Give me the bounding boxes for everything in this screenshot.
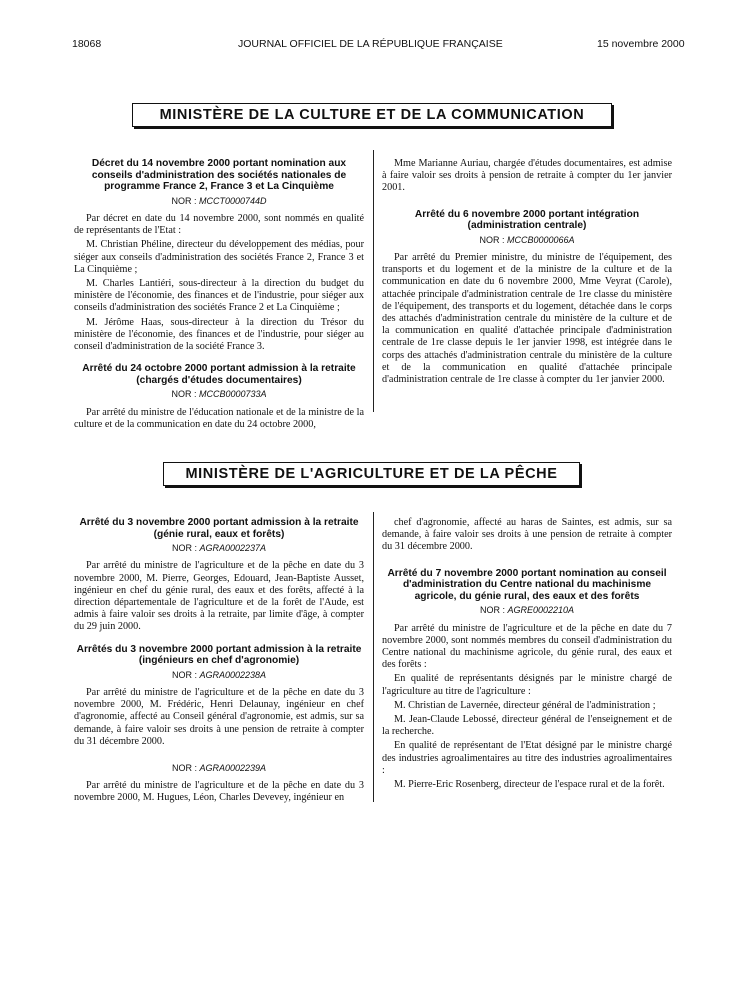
nor-reference — [74, 542, 364, 554]
section-culture-left-column — [74, 158, 364, 433]
nor-label: NOR : — [479, 234, 505, 245]
nor-label: NOR : — [171, 543, 197, 554]
nor-reference — [74, 388, 364, 400]
article-paragraph: Mme Marianne Auriau, chargée d'études documentaires, est admise à faire valoir ses droits à pension de retraite à compter du 1er janvier 2001. — [382, 158, 672, 194]
article-paragraph: chef d'agronomie, affecté au haras de Saintes, est admis, sur sa demande, à faire valoir ses droits à une pension de retraite à compter du 31 décembre 2000. — [382, 517, 672, 553]
article — [74, 363, 364, 431]
ministry-banner-culture: MINISTÈRE DE LA CULTURE ET DE LA COMMUNICATION — [132, 103, 612, 127]
article-title: Arrêté du 3 novembre 2000 portant admission à la retraite (génie rural, eaux et forêts) — [79, 517, 359, 540]
nor-code: AGRA0002237A — [199, 543, 267, 554]
article — [74, 762, 364, 805]
article-paragraph: M. Jérôme Haas, sous-directeur à la direction du Trésor du ministère de l'économie, des finances et de l'industrie, pour siéger au conseil d'administration de la société France 3. — [74, 316, 364, 353]
article-title: Décret du 14 novembre 2000 portant nomination aux conseils d'administration des sociétés nationales de programme France 2, France 3 et La Cinquième — [91, 158, 347, 193]
article-paragraph: Par décret en date du 14 novembre 2000, sont nommés en qualité de représentants de l'Etat : — [74, 212, 364, 237]
article-title: Arrêté du 7 novembre 2000 portant nomination au conseil d'administration du Centre national du machinisme agricole, du génie rural, des eaux et des forêts — [387, 567, 667, 602]
article-title: Arrêtés du 3 novembre 2000 portant admission à la retraite (ingénieurs en chef d'agronomie) — [76, 643, 362, 667]
nor-reference — [74, 195, 364, 207]
nor-label: NOR : — [171, 669, 197, 680]
nor-label: NOR : — [479, 605, 505, 616]
nor-reference — [382, 234, 672, 246]
nor-reference — [382, 604, 672, 616]
article-paragraph: Par arrêté du ministre de l'agriculture et de la pêche en date du 3 novembre 2000, M. Hugues, Léon, Charles Devevey, ingénieur en — [74, 780, 364, 804]
journal-title: JOURNAL OFFICIEL DE LA RÉPUBLIQUE FRANÇAISE — [238, 38, 503, 50]
article — [382, 209, 672, 387]
nor-label: NOR : — [171, 389, 197, 400]
nor-label: NOR : — [171, 195, 197, 206]
column-divider — [373, 150, 374, 412]
article-paragraph: Par arrêté du ministre de l'agriculture et de la pêche en date du 7 novembre 2000, sont nommés membres du conseil d'administration du Centre national du machinisme agricole, du génie rural, des eaux et des forêts : — [382, 622, 672, 671]
article — [382, 158, 672, 195]
issue-date: 15 novembre 2000 — [597, 38, 685, 50]
nor-code: MCCB0000066A — [506, 234, 575, 245]
article-paragraph: M. Christian Phéline, directeur du développement des médias, pour siéger aux conseils d'administration des sociétés France 2, France 3 et La Cinquième ; — [74, 239, 364, 275]
nor-code: AGRA0002239A — [199, 763, 267, 774]
article-paragraph: Par arrêté du Premier ministre, du ministre de l'équipement, des transports et du logement et de la ministre de la culture et de la communication en date du 6 novembre 2000, Mme Veyrat (Carole), attachée principale d'administration centrale de 1re classe du ministère de l'équipement, des transports et du logement, détachée dans le corps des attachés d'administration centrale du ministère de la culture et de la communication en qualité d'attachée principale d'administration centrale de 1re classe depuis le 1er janvier 1998, est intégrée dans le corps des attachés d'administration centrale du ministère de la culture et de la communication en qualité d'attachée principale d'administration centrale de 1re classe à compter du 1er janvier 2000. — [382, 252, 672, 386]
section-culture-right-column — [382, 158, 672, 388]
section-agriculture-right-column — [382, 517, 672, 793]
nor-reference — [74, 669, 364, 681]
article-paragraph: Par arrêté du ministre de l'éducation nationale et de la ministre de la culture et de la communication en date du 24 octobre 2000, — [74, 406, 364, 430]
nor-code: AGRA0002238A — [199, 669, 267, 680]
article-paragraph: M. Christian de Lavernée, directeur général de l'administration ; — [394, 699, 656, 711]
article-title: Arrêté du 24 octobre 2000 portant admission à la retraite (chargés d'études documentaires) — [82, 363, 356, 386]
article-paragraph: M. Pierre-Eric Rosenberg, directeur de l'espace rural et de la forêt. — [394, 779, 665, 791]
article-paragraph: M. Jean-Claude Lebossé, directeur général de l'enseignement et de la recherche. — [382, 714, 672, 738]
article-title: Arrêté du 6 novembre 2000 portant intégration (administration centrale) — [414, 208, 640, 232]
article-paragraph: Par arrêté du ministre de l'agriculture et de la pêche en date du 3 novembre 2000, M. Pierre, Georges, Edouard, Jean-Baptiste Ausset, ingénieur en chef du génie rural, des eaux et des forêts, affecté à la direction départementale de l'agriculture et de la forêt de l'Aude, est admis à faire valoir ses droits à la retraite, par limite d'âge, à compter du 29 juin 2000. — [74, 560, 364, 633]
article — [74, 158, 364, 353]
article-paragraph: En qualité de représentant de l'Etat désigné par le ministre chargé des industries agroalimentaires au titre des industries agroalimentaires : — [382, 740, 672, 776]
nor-code: MCCB0000733A — [198, 389, 267, 400]
article-paragraph: M. Charles Lantiéri, sous-directeur à la direction du budget du ministère de l'économie, des finances et de l'industrie, pour siéger aux conseils d'administration des sociétés France 2 et La Cinquième ; — [74, 278, 364, 314]
article-paragraph: En qualité de représentants désignés par le ministre chargé de l'agriculture au titre de l'agriculture : — [382, 673, 672, 697]
ministry-banner-agriculture: MINISTÈRE DE L'AGRICULTURE ET DE LA PÊCHE — [163, 462, 580, 486]
section-agriculture-left-column — [74, 517, 364, 807]
article-paragraph: Par arrêté du ministre de l'agriculture et de la pêche en date du 3 novembre 2000, M. Frédéric, Henri Delaunay, ingénieur en chef d'agronomie, affecté au Conseil général d'agronomie, est admis, sur sa demande, à faire valoir ses droits à une pension de retraite à compter du 31 décembre 2000. — [74, 687, 364, 747]
page-number: 18068 — [72, 38, 102, 50]
article — [382, 568, 672, 792]
article — [74, 644, 364, 748]
nor-code: AGRE0002210A — [507, 605, 575, 616]
nor-reference — [74, 762, 364, 774]
nor-label: NOR : — [171, 763, 197, 774]
column-divider — [373, 512, 374, 802]
nor-code: MCCT0000744D — [199, 195, 267, 206]
article — [74, 517, 364, 634]
article — [382, 517, 672, 554]
